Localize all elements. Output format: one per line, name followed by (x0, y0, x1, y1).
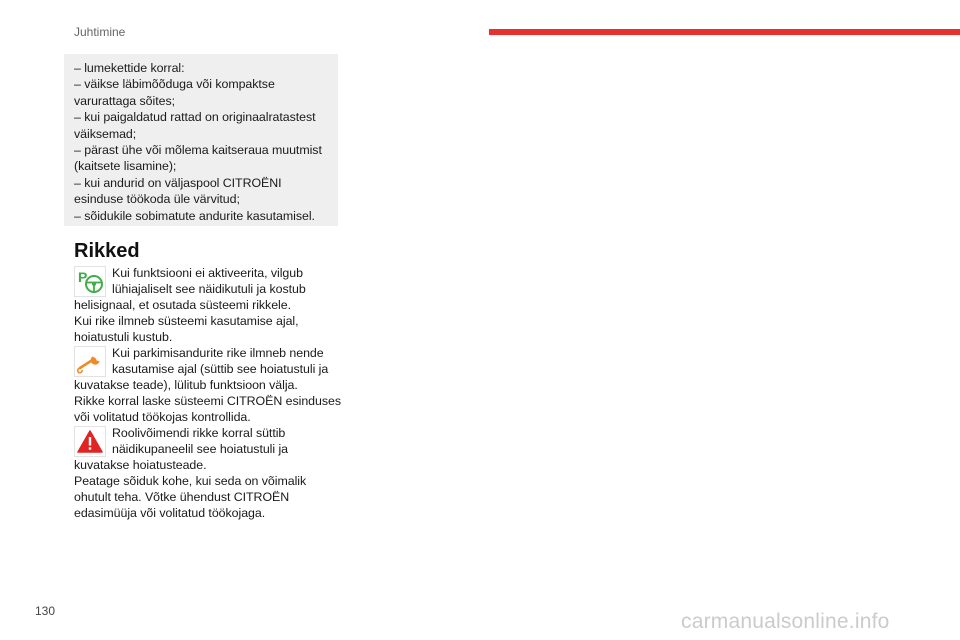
text-line: helisignaal, et osutada süsteemi rikkele. (74, 298, 291, 312)
svg-text:P: P (78, 269, 88, 285)
text-line: Kui parkimisandurite rike ilmneb nende (112, 346, 324, 360)
text-line: Peatage sõiduk kohe, kui seda on võimalik (74, 474, 307, 488)
text-line: hoiatustuli kustub. (74, 330, 173, 344)
text-line: Roolivõimendi rikke korral süttib (112, 426, 286, 440)
text-line: ohutult teha. Võtke ühendust CITROËN (74, 490, 290, 504)
notice-line: – pärast ühe või mõlema kaitseraua muutmist (74, 143, 322, 158)
text-line: näidikupaneelil see hoiatustuli ja (112, 442, 289, 456)
warning-triangle-icon (74, 426, 106, 457)
notice-line: esinduse töökoda üle värvitud; (74, 192, 240, 207)
page-number: 130 (35, 604, 56, 618)
notice-line: – väikse läbimõõduga või kompaktse (74, 77, 275, 92)
notice-line: (kaitsete lisamine); (74, 159, 177, 174)
notice-line: – lumekettide korral: (74, 61, 185, 75)
watermark: carmanualsonline.info (681, 610, 890, 633)
text-line: kuvatakse teade), lülitub funktsioon välja. (74, 378, 298, 392)
notice-line: – sõidukile sobimatute andurite kasutamisel. (74, 208, 315, 223)
notice-line: väiksemad; (74, 126, 137, 141)
service-wrench-icon (74, 346, 106, 377)
text-line: Kui funktsiooni ei aktiveerita, vilgub (112, 266, 303, 280)
text-line: kuvatakse hoiatusteade. (74, 458, 207, 472)
chapter-title: Juhtimine (74, 25, 126, 39)
text-line: kasutamise ajal (süttib see hoiatustuli ja (112, 362, 329, 376)
text-line: või volitatud töökojas kontrollida. (74, 410, 251, 424)
section-title: Rikked (74, 240, 140, 262)
notice-line: – kui paigaldatud rattad on originaalratastest (74, 110, 316, 125)
text-line: lühiajaliselt see näidikutuli ja kostub (112, 282, 306, 296)
notice-line: – kui andurid on väljaspool CITROËNI (74, 175, 282, 190)
text-line: edasimüüja või volitatud töökojaga. (74, 506, 266, 520)
chapter-accent-bar (489, 29, 960, 35)
notice-line: varurattaga sõites; (74, 93, 175, 108)
notice-box (64, 54, 338, 226)
text-line: Kui rike ilmneb süsteemi kasutamise ajal, (74, 314, 299, 328)
text-line: Rikke korral laske süsteemi CITROËN esinduses (74, 394, 341, 408)
park-assist-steering-warning-icon (74, 266, 106, 297)
